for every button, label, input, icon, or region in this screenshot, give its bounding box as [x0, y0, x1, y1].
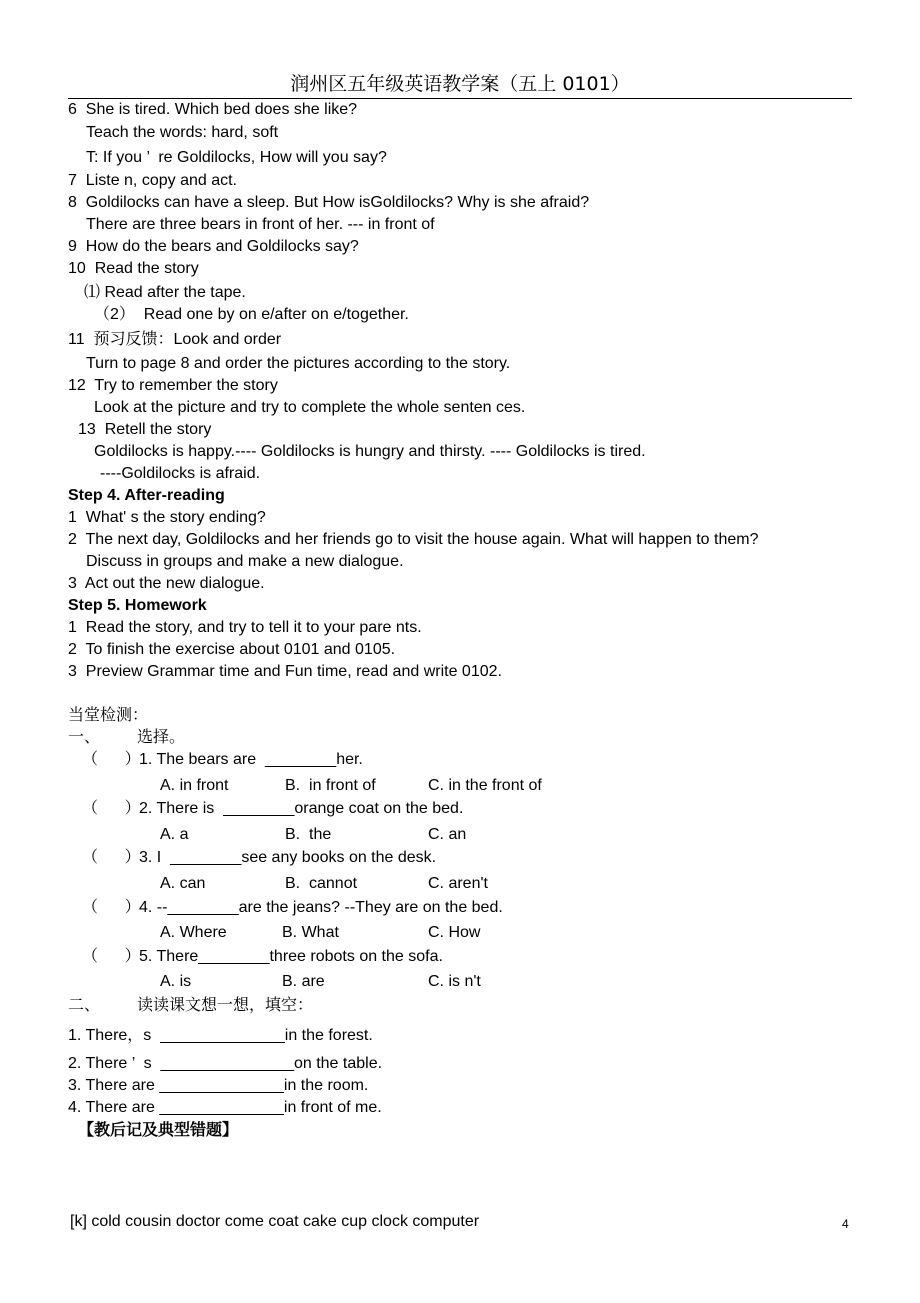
part2-label: 二、 — [68, 997, 101, 1014]
footer-phonics-line: [k] cold cousin doctor come coat cake cup clock computer — [70, 1213, 480, 1230]
question-2-stem: 2. There is ________orange coat on the bed. — [139, 800, 464, 817]
step-line-12-note: Look at the picture and try to complete the whole senten ces. — [94, 399, 526, 416]
step-line-11-note: Turn to page 8 and order the pictures according to the story. — [86, 355, 511, 372]
step-line-13: 13 Retell the story — [78, 421, 212, 438]
question-5-paren: （ ） — [82, 948, 141, 965]
question-1-stem: 1. The bears are ________her. — [139, 751, 363, 768]
step-line-13-note-end: ----Goldilocks is afraid. — [100, 465, 261, 482]
step-line-7: 7 Liste n, copy and act. — [68, 172, 237, 189]
step-line-8-note: There are three bears in front of her. --- in front of — [86, 216, 435, 233]
header-rule — [68, 98, 852, 99]
step-line-teach: Teach the words: hard, soft — [86, 124, 279, 141]
step4-heading: Step 4. After-reading — [68, 487, 225, 504]
step5-heading: Step 5. Homework — [68, 597, 207, 614]
question-4-option-b: B. What — [282, 924, 339, 941]
question-3-option-b: B. cannot — [285, 875, 358, 892]
step-line-teacher-question: T: If you ’ re Goldilocks, How will you say? — [86, 149, 387, 166]
question-4-paren: （ ） — [82, 899, 141, 916]
question-4-option-c: C. How — [428, 924, 481, 941]
part1-title: 选择。 — [137, 729, 186, 746]
step-line-8: 8 Goldilocks can have a sleep. But How isGoldilocks? Why is she afraid? — [68, 194, 590, 211]
step4-line-2-note: Discuss in groups and make a new dialogue. — [86, 553, 404, 570]
fill-blank-2: 2. There ’ s _______________on the table. — [68, 1055, 383, 1072]
page-number: 4 — [842, 1217, 849, 1231]
fill-blank-3: 3. There are ______________in the room. — [68, 1077, 369, 1094]
fill-blank-4: 4. There are ______________in front of me. — [68, 1099, 382, 1116]
question-4-stem: 4. --________are the jeans? --They are on the bed. — [139, 899, 503, 916]
teaching-notes-title: 【教后记及典型错题】 — [78, 1122, 239, 1139]
question-1-paren: （ ） — [82, 751, 141, 768]
question-2-option-c: C. an — [428, 826, 467, 843]
question-1-option-c: C. in the front of — [428, 777, 542, 794]
fill-blank-1: 1. There，s ______________in the forest. — [68, 1027, 373, 1044]
part2-title: 读读课文想一想，填空： — [137, 997, 314, 1014]
question-3-option-c: C. aren't — [428, 875, 488, 892]
step5-line-1: 1 Read the story, and try to tell it to your pare nts. — [68, 619, 422, 636]
question-3-paren: （ ） — [82, 849, 141, 866]
step4-line-1: 1 What' s the story ending? — [68, 509, 266, 526]
step4-line-3: 3 Act out the new dialogue. — [68, 575, 265, 592]
step-line-6: 6 She is tired. Which bed does she like? — [68, 101, 358, 118]
step-line-13-note: Goldilocks is happy.---- Goldilocks is hungry and thirsty. ---- Goldilocks is tired. — [94, 443, 646, 460]
part1-label: 一、 — [68, 729, 101, 746]
question-2-paren: （ ） — [82, 800, 141, 817]
step5-line-3: 3 Preview Grammar time and Fun time, read and write 0102. — [68, 663, 502, 680]
question-5-option-b: B. are — [282, 973, 325, 990]
question-2-option-b: B. the — [285, 826, 332, 843]
step5-line-2: 2 To finish the exercise about 0101 and 0105. — [68, 641, 396, 658]
step-line-10-1: ⑴ Read after the tape. — [84, 284, 246, 301]
step-line-10: 10 Read the story — [68, 260, 199, 277]
page-header-title: 润州区五年级英语教学案（五上 0101） — [290, 73, 630, 95]
question-4-option-a: A. Where — [160, 924, 227, 941]
question-3-option-a: A. can — [160, 875, 206, 892]
question-1-option-a: A. in front — [160, 777, 229, 794]
question-2-option-a: A. a — [160, 826, 189, 843]
question-5-option-a: A. is — [160, 973, 192, 990]
question-5-stem: 5. There________three robots on the sofa. — [139, 948, 443, 965]
step-line-10-2: （2） Read one by on e/after on e/together. — [94, 306, 409, 323]
step4-line-2: 2 The next day, Goldilocks and her friends go to visit the house again. What will happen to them? — [68, 531, 759, 548]
question-5-option-c: C. is n't — [428, 973, 481, 990]
check-title: 当堂检测： — [68, 707, 149, 724]
step-line-9: 9 How do the bears and Goldilocks say? — [68, 238, 359, 255]
step-line-12: 12 Try to remember the story — [68, 377, 278, 394]
question-3-stem: 3. I ________see any books on the desk. — [139, 849, 437, 866]
question-1-option-b: B. in front of — [285, 777, 376, 794]
step-line-11: 11 预习反馈：Look and order — [68, 331, 282, 348]
